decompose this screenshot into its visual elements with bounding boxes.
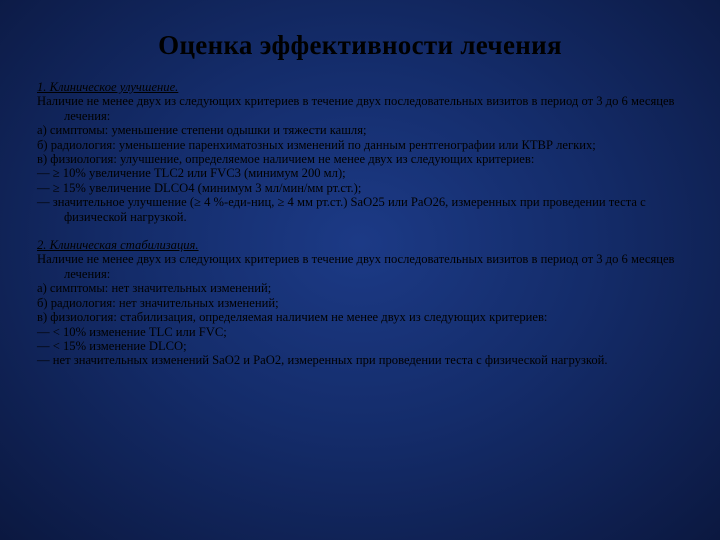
slide-title: Оценка эффективности лечения (158, 30, 562, 60)
section1-heading: 1. Клиническое улучшение. (37, 80, 179, 94)
section1-item-a: а) симптомы: уменьшение степени одышки и тяжести кашля; (37, 123, 367, 138)
slide-body (37, 80, 685, 368)
section2-criterion-3: — нет значительных изменений SaO2 и PaO2, измеренных при проведении теста с физической нагрузкой. (37, 353, 608, 368)
section1-intro: Наличие не менее двух из следующих критериев в течение двух последовательных визитов в период от 3 до 6 месяцев лечения: (37, 94, 675, 123)
section1-item-c: в) физиология: улучшение, определяемое наличием не менее двух из следующих критериев: (37, 152, 535, 167)
section2-criterion-1: — < 10% изменение TLC или FVC; (37, 324, 227, 339)
section2-item-c: в) физиология: стабилизация, определяемая наличием не менее двух из следующих критериев: (37, 310, 548, 325)
section1-criterion-1: — ≥ 10% увеличение TLC2 или FVC3 (минимум 200 мл); (37, 166, 346, 181)
section2-heading: 2. Клиническая стабилизация. (37, 238, 199, 253)
section1-item-b: б) радиология: уменьшение паренхиматозных изменений по данным рентгенографии или КТВР легких; (37, 137, 596, 152)
section1-criterion-3: — значительное улучшение (≥ 4 %-еди-ниц, ≥ 4 мм рт.ст.) SaO25 или PaO26, измеренных при проведении теста с физической нагрузкой. (37, 195, 646, 224)
section1-criterion-2: — ≥ 15% увеличение DLCO4 (минимум 3 мл/мин/мм рт.ст.); (37, 180, 362, 195)
section2-intro: Наличие не менее двух из следующих критериев в течение двух последовательных визитов в период от 3 до 6 месяцев лечения: (37, 252, 675, 281)
section2-criterion-2: — < 15% изменение DLCO; (37, 338, 187, 353)
section2-item-a: а) симптомы: нет значительных изменений; (37, 281, 272, 296)
section2-item-b: б) радиология: нет значительных изменений; (37, 295, 279, 310)
